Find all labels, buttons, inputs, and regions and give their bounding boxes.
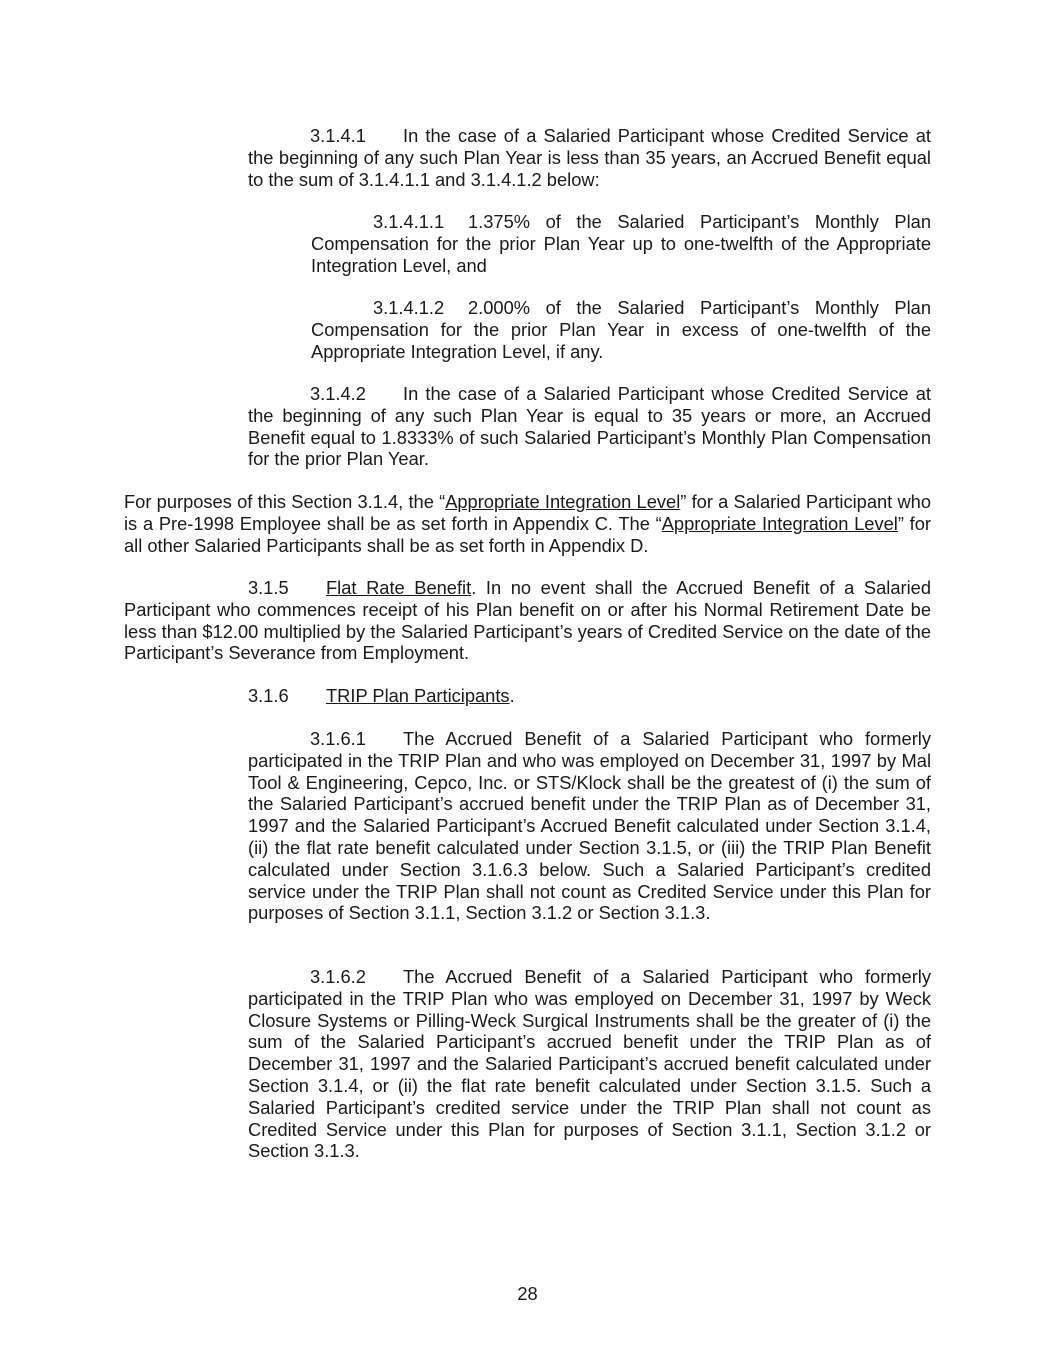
paragraph-text: 1.375% of the Salaried Participant’s Monthly Plan Compensation for the prior Plan Year up to one-twelfth of the Appropriate Integration Level, and <box>311 211 931 276</box>
text-part: ” for all other Salaried Participants shall be as set forth in Appendix D. <box>124 512 931 556</box>
section-heading: Flat Rate Benefit <box>326 577 472 598</box>
paragraph-3-1-4-2 <box>248 383 931 470</box>
paragraph-3-1-4-1 <box>248 125 931 190</box>
paragraph-text: In the case of a Salaried Participant whose Credited Service at the beginning of any such Plan Year is less than 35 years, an Accrued Benefit equal to the sum of 3.1.4.1.1 and 3.1.4.1.2 below: <box>248 125 931 190</box>
section-number: 3.1.4.1.2 <box>373 297 445 318</box>
paragraph-text: . In no event shall the Accrued Benefit of a Salaried Participant who commences receipt of his Plan benefit on or after his Normal Retirement Date be less than $12.00 multiplied by the Salaried Participant’s years of Credited Service on the date of the Participant’s Severance from Employment. <box>124 577 931 664</box>
heading-suffix: . <box>509 685 515 706</box>
defined-term: Appropriate Integration Level <box>445 491 681 512</box>
paragraph-3-1-4-1-2 <box>311 297 931 362</box>
paragraph-text: 2.000% of the Salaried Participant’s Monthly Plan Compensation for the prior Plan Year in excess of one-twelfth of the Appropriate Integration Level, if any. <box>311 297 931 362</box>
paragraph-3-1-6-1 <box>248 728 931 924</box>
paragraph-text: The Accrued Benefit of a Salaried Participant who formerly participated in the TRIP Plan who was employed on December 31, 1997 by Weck Closure Systems or Pilling-Weck Surgical Instruments shall be the greater of (i) the sum of the Salaried Participant’s accrued benefit under the TRIP Plan as of December 31, 1997 and the Salaried Participant’s accrued benefit calculated under Section 3.1.4, or (ii) the flat rate benefit calculated under Section 3.1.5. Such a Salaried Participant’s credited service under the TRIP Plan shall not count as Credited Service under this Plan for purposes of Section 3.1.1, Section 3.1.2 or Section 3.1.3. <box>248 966 931 1162</box>
paragraph-text: In the case of a Salaried Participant whose Credited Service at the beginning of any such Plan Year is equal to 35 years or more, an Accrued Benefit equal to 1.8333% of such Salaried Participant’s Monthly Plan Compensation for the prior Plan Year. <box>248 383 931 470</box>
paragraph-3-1-4-1-1 <box>311 211 931 276</box>
paragraph-3-1-6-2 <box>248 966 931 1162</box>
text-part: ” for a Salaried Participant who is a Pre-1998 Employee shall be as set forth in Appendix C. The “ <box>124 491 932 534</box>
section-heading: TRIP Plan Participants <box>326 685 510 706</box>
paragraph-text: The Accrued Benefit of a Salaried Participant who formerly participated in the TRIP Plan and who was employed on December 31, 1997 by Mal Tool & Engineering, Cepco, Inc. or STS/Klock shall be the greatest of (i) the sum of the Salaried Participant’s accrued benefit under the TRIP Plan as of December 31, 1997 and the Salaried Participant’s Accrued Benefit calculated under Section 3.1.4, (ii) the flat rate benefit calculated under Section 3.1.5, or (iii) the TRIP Plan Benefit calculated under Section 3.1.6.3 below. Such a Salaried Participant’s credited service under the TRIP Plan shall not count as Credited Service under this Plan for purposes of Section 3.1.1, Section 3.1.2 or Section 3.1.3. <box>248 728 931 924</box>
section-number: 3.1.5 <box>248 577 289 598</box>
text-part: For purposes of this Section 3.1.4, the “ <box>124 491 446 512</box>
section-number: 3.1.6 <box>248 685 289 706</box>
section-number: 3.1.6.1 <box>310 728 366 749</box>
section-number: 3.1.4.2 <box>310 383 366 404</box>
paragraph-3-1-6 <box>248 685 931 707</box>
defined-term: Appropriate Integration Level <box>661 512 898 534</box>
section-number: 3.1.4.1 <box>310 125 366 146</box>
page-number: 28 <box>517 1283 538 1304</box>
section-number: 3.1.4.1.1 <box>373 211 445 232</box>
paragraph-3-1-5 <box>124 577 931 664</box>
section-number: 3.1.6.2 <box>310 966 366 987</box>
paragraph-integration-level <box>124 491 931 556</box>
